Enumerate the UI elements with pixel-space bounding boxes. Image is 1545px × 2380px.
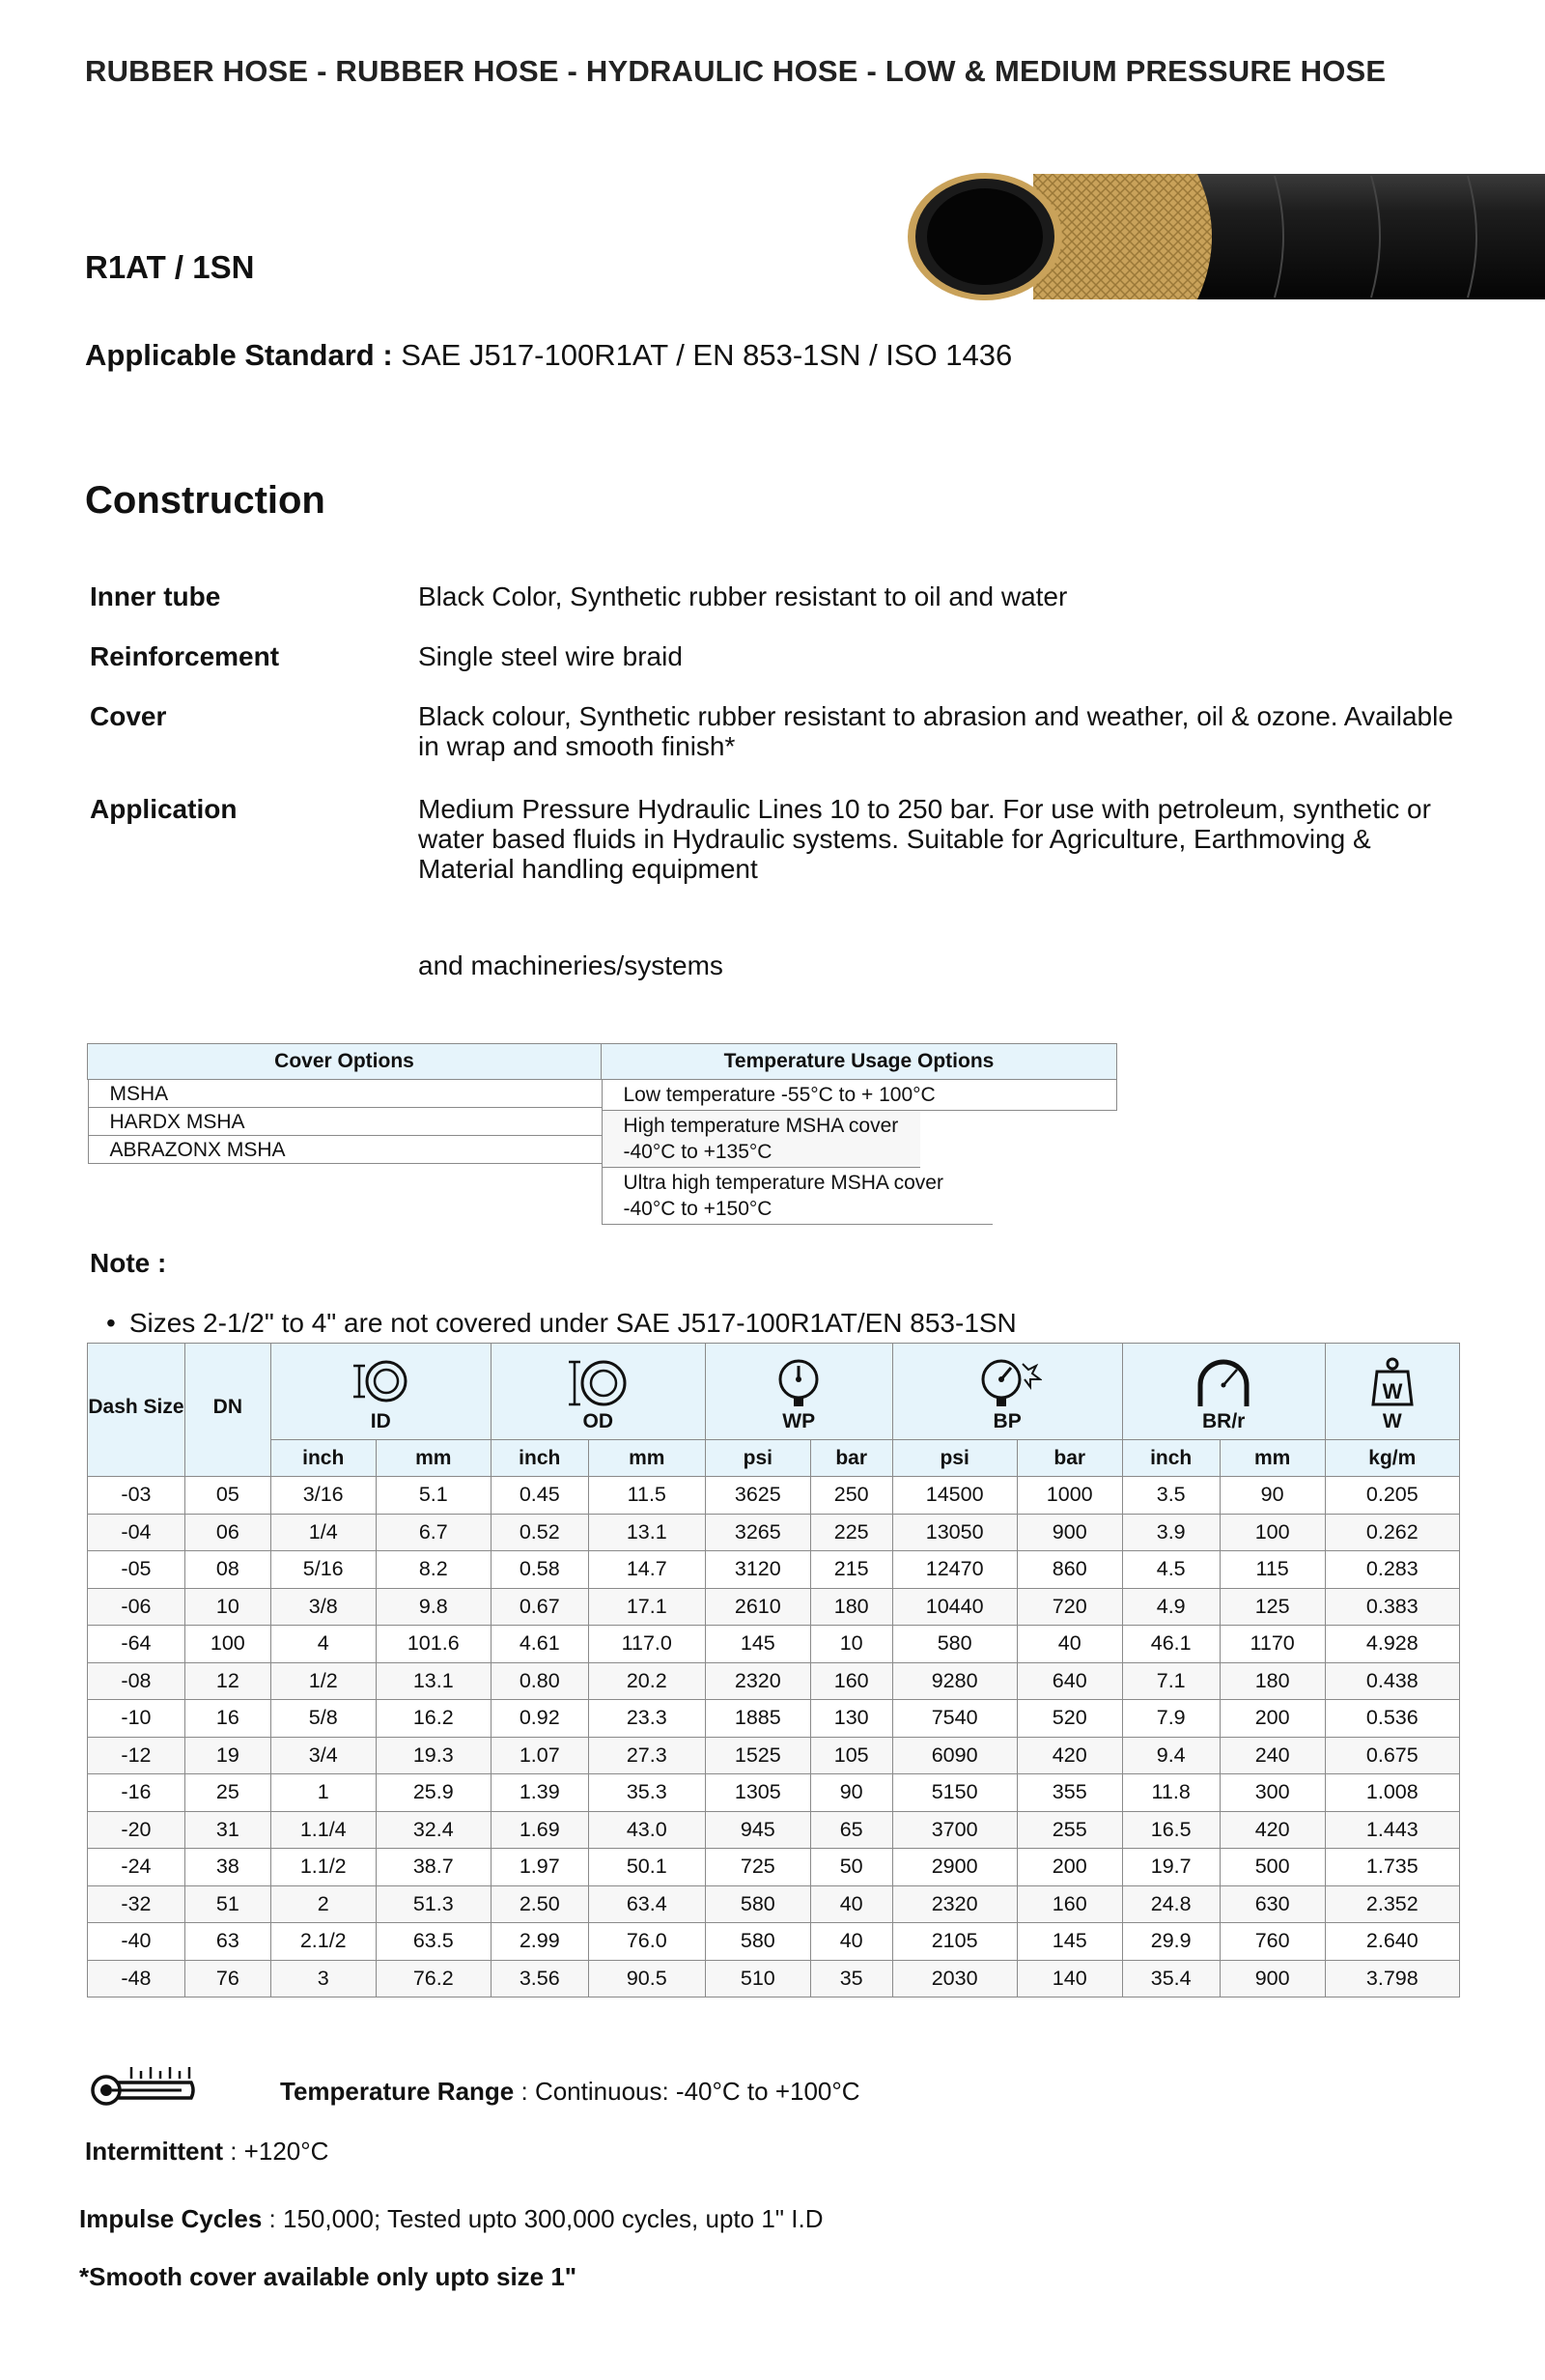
table-cell: 125 xyxy=(1220,1588,1325,1626)
table-cell: -48 xyxy=(88,1960,185,1998)
smooth-cover-note: *Smooth cover available only upto size 1" xyxy=(79,2262,577,2291)
table-cell: 0.92 xyxy=(491,1700,588,1738)
table-cell: -05 xyxy=(88,1551,185,1589)
table-cell: 3.798 xyxy=(1325,1960,1459,1998)
table-cell: 10 xyxy=(184,1588,270,1626)
page-title: RUBBER HOSE - RUBBER HOSE - HYDRAULIC HOSE - LOW & MEDIUM PRESSURE HOSE xyxy=(85,54,1387,88)
table-cell: 32.4 xyxy=(376,1811,491,1849)
unit-header: inch xyxy=(1122,1440,1220,1477)
construction-value: Medium Pressure Hydraulic Lines 10 to 250 bar. For use with petroleum, synthetic or water based fluids in Hydraulic systems. Suitable for Agriculture, Earthmoving & Material handling equipment xyxy=(418,794,1431,884)
table-cell: 3/4 xyxy=(270,1737,376,1774)
table-cell: 0.283 xyxy=(1325,1551,1459,1589)
table-cell: 46.1 xyxy=(1122,1626,1220,1663)
table-cell: 900 xyxy=(1220,1960,1325,1998)
table-cell: 1.07 xyxy=(491,1737,588,1774)
table-cell: 5/16 xyxy=(270,1551,376,1589)
table-cell: 9.4 xyxy=(1122,1737,1220,1774)
standard-value: SAE J517-100R1AT / EN 853-1SN / ISO 1436 xyxy=(401,338,1013,372)
table-cell: 24.8 xyxy=(1122,1885,1220,1923)
product-code: R1AT / 1SN xyxy=(85,249,255,285)
table-cell: 2900 xyxy=(892,1849,1017,1886)
table-cell: -04 xyxy=(88,1514,185,1551)
table-cell: -08 xyxy=(88,1662,185,1700)
impulse-cycles-label: Impulse Cycles xyxy=(79,2204,263,2233)
table-cell: 1 xyxy=(270,1774,376,1812)
table-cell: 130 xyxy=(810,1700,892,1738)
temperature-option: Ultra high temperature MSHA cover -40°C to +150°C xyxy=(602,1168,993,1225)
table-cell: 3120 xyxy=(705,1551,810,1589)
table-cell: 0.383 xyxy=(1325,1588,1459,1626)
header-wp xyxy=(705,1344,892,1440)
table-cell: 90 xyxy=(1220,1477,1325,1515)
cover-option: ABRAZONX MSHA xyxy=(88,1136,602,1164)
table-row xyxy=(88,1774,1460,1812)
table-cell: 180 xyxy=(1220,1662,1325,1700)
table-cell: 160 xyxy=(810,1662,892,1700)
table-cell: 76.2 xyxy=(376,1960,491,1998)
table-cell: 105 xyxy=(810,1737,892,1774)
temperature-option: High temperature MSHA cover -40°C to +135°C xyxy=(602,1111,920,1168)
header-dash-size: Dash Size xyxy=(88,1344,185,1477)
table-cell: 1.69 xyxy=(491,1811,588,1849)
table-cell: 63 xyxy=(184,1923,270,1961)
table-cell: 3.56 xyxy=(491,1960,588,1998)
svg-text:W: W xyxy=(1382,1379,1403,1403)
impulse-cycles xyxy=(79,2204,823,2234)
table-cell: 3/16 xyxy=(270,1477,376,1515)
table-cell: 1.443 xyxy=(1325,1811,1459,1849)
table-cell: 117.0 xyxy=(588,1626,705,1663)
intermittent-value: : +120°C xyxy=(230,2137,329,2166)
table-cell: 51 xyxy=(184,1885,270,1923)
intermittent-label: Intermittent xyxy=(85,2137,223,2166)
table-row xyxy=(88,1588,1460,1626)
table-cell: 3 xyxy=(270,1960,376,1998)
table-cell: 10440 xyxy=(892,1588,1017,1626)
od-diameter-icon xyxy=(565,1358,631,1408)
table-row xyxy=(88,1626,1460,1663)
table-cell: 1525 xyxy=(705,1737,810,1774)
table-cell: 11.5 xyxy=(588,1477,705,1515)
table-cell: 0.52 xyxy=(491,1514,588,1551)
table-row xyxy=(88,1885,1460,1923)
table-cell: 860 xyxy=(1017,1551,1122,1589)
temperature-options-cell xyxy=(602,1080,1117,1226)
table-cell: 580 xyxy=(892,1626,1017,1663)
table-cell: 2320 xyxy=(705,1662,810,1700)
table-cell: 2105 xyxy=(892,1923,1017,1961)
table-cell: 1.735 xyxy=(1325,1849,1459,1886)
table-cell: 05 xyxy=(184,1477,270,1515)
header-br-label: BR/r xyxy=(1202,1410,1246,1432)
temperature-option: Low temperature -55°C to + 100°C xyxy=(602,1080,1117,1111)
table-row xyxy=(88,1923,1460,1961)
table-cell: 16 xyxy=(184,1700,270,1738)
table-cell: 5/8 xyxy=(270,1700,376,1738)
header-id-label: ID xyxy=(370,1410,391,1432)
table-row xyxy=(88,1477,1460,1515)
table-cell: -32 xyxy=(88,1885,185,1923)
table-cell: 1885 xyxy=(705,1700,810,1738)
table-cell: 3700 xyxy=(892,1811,1017,1849)
table-cell: 17.1 xyxy=(588,1588,705,1626)
header-wp-label: WP xyxy=(782,1410,816,1432)
table-cell: -16 xyxy=(88,1774,185,1812)
table-cell: 13.1 xyxy=(376,1662,491,1700)
table-cell: 640 xyxy=(1017,1662,1122,1700)
header-w-label: W xyxy=(1382,1410,1402,1432)
table-cell: 2.50 xyxy=(491,1885,588,1923)
table-cell: 0.58 xyxy=(491,1551,588,1589)
table-cell: 40 xyxy=(810,1923,892,1961)
temperature-range-value: : Continuous: -40°C to +100°C xyxy=(520,2077,860,2106)
table-row xyxy=(88,1811,1460,1849)
table-cell: 35 xyxy=(810,1960,892,1998)
table-cell: 0.675 xyxy=(1325,1737,1459,1774)
table-row xyxy=(88,1960,1460,1998)
cover-options-header: Cover Options xyxy=(88,1044,602,1080)
table-cell: 3265 xyxy=(705,1514,810,1551)
table-cell: 420 xyxy=(1017,1737,1122,1774)
construction-label: Application xyxy=(90,794,238,824)
unit-header: mm xyxy=(376,1440,491,1477)
table-cell: 25 xyxy=(184,1774,270,1812)
spec-table-body xyxy=(88,1477,1460,1998)
unit-header: psi xyxy=(892,1440,1017,1477)
hose-product-image xyxy=(908,164,1545,309)
table-cell: 1/4 xyxy=(270,1514,376,1551)
table-cell: 90.5 xyxy=(588,1960,705,1998)
table-cell: -06 xyxy=(88,1588,185,1626)
cover-option: HARDX MSHA xyxy=(88,1108,602,1136)
table-cell: 580 xyxy=(705,1885,810,1923)
table-cell: 13.1 xyxy=(588,1514,705,1551)
table-cell: 08 xyxy=(184,1551,270,1589)
table-cell: 300 xyxy=(1220,1774,1325,1812)
construction-value: Single steel wire braid xyxy=(418,641,683,671)
table-cell: 16.5 xyxy=(1122,1811,1220,1849)
table-cell: 7540 xyxy=(892,1700,1017,1738)
table-cell: 1.97 xyxy=(491,1849,588,1886)
table-cell: 4.61 xyxy=(491,1626,588,1663)
table-cell: 2.99 xyxy=(491,1923,588,1961)
table-cell: 11.8 xyxy=(1122,1774,1220,1812)
table-row xyxy=(88,1551,1460,1589)
header-bp-label: BP xyxy=(993,1410,1022,1432)
construction-label: Cover xyxy=(90,701,167,731)
table-cell: 2030 xyxy=(892,1960,1017,1998)
table-cell: 140 xyxy=(1017,1960,1122,1998)
table-cell: -03 xyxy=(88,1477,185,1515)
table-cell: 250 xyxy=(810,1477,892,1515)
construction-row-application xyxy=(90,794,1471,884)
table-cell: 420 xyxy=(1220,1811,1325,1849)
temperature-options-header: Temperature Usage Options xyxy=(602,1044,1117,1080)
table-cell: 100 xyxy=(184,1626,270,1663)
unit-header: inch xyxy=(491,1440,588,1477)
note-label: Note : xyxy=(90,1248,167,1278)
table-cell: 27.3 xyxy=(588,1737,705,1774)
table-cell: 65 xyxy=(810,1811,892,1849)
header-dn: DN xyxy=(184,1344,270,1477)
cover-options-cell xyxy=(88,1080,602,1226)
table-cell: 0.80 xyxy=(491,1662,588,1700)
construction-value: Black Color, Synthetic rubber resistant to oil and water xyxy=(418,581,1068,611)
pressure-gauge-icon xyxy=(773,1358,824,1408)
table-cell: 20.2 xyxy=(588,1662,705,1700)
table-row xyxy=(88,1849,1460,1886)
table-cell: 4.5 xyxy=(1122,1551,1220,1589)
table-cell: 945 xyxy=(705,1811,810,1849)
table-cell: 76.0 xyxy=(588,1923,705,1961)
table-cell: 3/8 xyxy=(270,1588,376,1626)
table-cell: 6090 xyxy=(892,1737,1017,1774)
table-row xyxy=(88,1700,1460,1738)
options-table xyxy=(87,1043,1117,1225)
table-row xyxy=(88,1514,1460,1551)
table-cell: 50.1 xyxy=(588,1849,705,1886)
table-cell: 0.536 xyxy=(1325,1700,1459,1738)
table-cell: 0.262 xyxy=(1325,1514,1459,1551)
unit-header: mm xyxy=(1220,1440,1325,1477)
table-cell: 115 xyxy=(1220,1551,1325,1589)
construction-list xyxy=(90,581,1471,884)
table-cell: 43.0 xyxy=(588,1811,705,1849)
table-cell: -12 xyxy=(88,1737,185,1774)
table-cell: 2320 xyxy=(892,1885,1017,1923)
construction-value: Black colour, Synthetic rubber resistant to abrasion and weather, oil & ozone. Available in wrap and smooth finish* xyxy=(418,701,1453,761)
table-cell: -10 xyxy=(88,1700,185,1738)
table-cell: 35.3 xyxy=(588,1774,705,1812)
table-cell: 1.1/2 xyxy=(270,1849,376,1886)
table-cell: 100 xyxy=(1220,1514,1325,1551)
table-cell: 580 xyxy=(705,1923,810,1961)
table-cell: 8.2 xyxy=(376,1551,491,1589)
table-cell: 900 xyxy=(1017,1514,1122,1551)
spec-table xyxy=(87,1343,1460,1998)
unit-header: bar xyxy=(1017,1440,1122,1477)
construction-heading: Construction xyxy=(85,479,325,522)
table-cell: 1/2 xyxy=(270,1662,376,1700)
table-cell: 10 xyxy=(810,1626,892,1663)
table-cell: 12 xyxy=(184,1662,270,1700)
table-cell: 145 xyxy=(705,1626,810,1663)
table-cell: 2.640 xyxy=(1325,1923,1459,1961)
table-cell: 63.5 xyxy=(376,1923,491,1961)
unit-header: kg/m xyxy=(1325,1440,1459,1477)
table-cell: 0.205 xyxy=(1325,1477,1459,1515)
construction-row-reinforcement xyxy=(90,641,1471,671)
table-cell: 3625 xyxy=(705,1477,810,1515)
table-cell: 215 xyxy=(810,1551,892,1589)
table-cell: 76 xyxy=(184,1960,270,1998)
table-cell: 2 xyxy=(270,1885,376,1923)
table-cell: 760 xyxy=(1220,1923,1325,1961)
table-cell: 29.9 xyxy=(1122,1923,1220,1961)
table-cell: 1.008 xyxy=(1325,1774,1459,1812)
unit-header: psi xyxy=(705,1440,810,1477)
construction-extra: and machineries/systems xyxy=(418,950,723,980)
table-cell: 180 xyxy=(810,1588,892,1626)
table-cell: 200 xyxy=(1220,1700,1325,1738)
table-cell: 355 xyxy=(1017,1774,1122,1812)
table-cell: 1.1/4 xyxy=(270,1811,376,1849)
header-bp xyxy=(892,1344,1122,1440)
table-cell: 2610 xyxy=(705,1588,810,1626)
table-cell: 720 xyxy=(1017,1588,1122,1626)
table-cell: -24 xyxy=(88,1849,185,1886)
table-cell: 160 xyxy=(1017,1885,1122,1923)
table-cell: 2.352 xyxy=(1325,1885,1459,1923)
table-cell: 14.7 xyxy=(588,1551,705,1589)
table-cell: 2.1/2 xyxy=(270,1923,376,1961)
temperature-range xyxy=(280,2077,860,2107)
table-cell: 35.4 xyxy=(1122,1960,1220,1998)
table-cell: 500 xyxy=(1220,1849,1325,1886)
standard-label: Applicable Standard : xyxy=(85,338,393,372)
table-cell: 31 xyxy=(184,1811,270,1849)
construction-label: Inner tube xyxy=(90,581,221,611)
table-cell: 200 xyxy=(1017,1849,1122,1886)
table-cell: 38 xyxy=(184,1849,270,1886)
construction-label: Reinforcement xyxy=(90,641,280,671)
table-cell: 40 xyxy=(1017,1626,1122,1663)
table-cell: 5150 xyxy=(892,1774,1017,1812)
table-cell: 0.438 xyxy=(1325,1662,1459,1700)
table-cell: 7.1 xyxy=(1122,1662,1220,1700)
unit-header: bar xyxy=(810,1440,892,1477)
weight-icon xyxy=(1369,1356,1416,1408)
applicable-standard xyxy=(85,338,1012,373)
table-cell: 6.7 xyxy=(376,1514,491,1551)
table-cell: 13050 xyxy=(892,1514,1017,1551)
thermometer-icon xyxy=(89,2063,197,2110)
burst-gauge-icon xyxy=(972,1358,1042,1408)
table-cell: 0.67 xyxy=(491,1588,588,1626)
table-cell: 63.4 xyxy=(588,1885,705,1923)
table-cell: 510 xyxy=(705,1960,810,1998)
header-od-label: OD xyxy=(582,1410,614,1432)
table-cell: 51.3 xyxy=(376,1885,491,1923)
table-cell: 240 xyxy=(1220,1737,1325,1774)
id-diameter-icon xyxy=(348,1358,413,1408)
table-cell: 23.3 xyxy=(588,1700,705,1738)
table-cell: 145 xyxy=(1017,1923,1122,1961)
cover-option: MSHA xyxy=(88,1080,602,1108)
header-br xyxy=(1122,1344,1325,1440)
table-cell: 40 xyxy=(810,1885,892,1923)
table-cell: -20 xyxy=(88,1811,185,1849)
construction-row-inner-tube xyxy=(90,581,1471,611)
construction-row-cover xyxy=(90,701,1471,761)
bend-radius-icon xyxy=(1189,1358,1258,1408)
table-cell: 16.2 xyxy=(376,1700,491,1738)
table-cell: 19.7 xyxy=(1122,1849,1220,1886)
table-cell: 9280 xyxy=(892,1662,1017,1700)
table-cell: 12470 xyxy=(892,1551,1017,1589)
table-cell: 630 xyxy=(1220,1885,1325,1923)
table-cell: 101.6 xyxy=(376,1626,491,1663)
table-cell: 38.7 xyxy=(376,1849,491,1886)
table-row xyxy=(88,1737,1460,1774)
table-cell: 1305 xyxy=(705,1774,810,1812)
table-cell: 19 xyxy=(184,1737,270,1774)
note-item: • Sizes 2-1/2" to 4" are not covered under SAE J517-100R1AT/EN 853-1SN xyxy=(106,1308,1017,1339)
table-cell: 4.928 xyxy=(1325,1626,1459,1663)
table-cell: -64 xyxy=(88,1626,185,1663)
table-cell: 4 xyxy=(270,1626,376,1663)
table-cell: 255 xyxy=(1017,1811,1122,1849)
intermittent xyxy=(85,2137,328,2167)
unit-header: inch xyxy=(270,1440,376,1477)
table-cell: 4.9 xyxy=(1122,1588,1220,1626)
table-cell: 50 xyxy=(810,1849,892,1886)
table-cell: 5.1 xyxy=(376,1477,491,1515)
header-od xyxy=(491,1344,705,1440)
header-w xyxy=(1325,1344,1459,1440)
impulse-cycles-value: : 150,000; Tested upto 300,000 cycles, upto 1" I.D xyxy=(268,2204,824,2233)
table-cell: 0.45 xyxy=(491,1477,588,1515)
table-cell: 14500 xyxy=(892,1477,1017,1515)
table-cell: 1000 xyxy=(1017,1477,1122,1515)
table-cell: 7.9 xyxy=(1122,1700,1220,1738)
table-cell: 06 xyxy=(184,1514,270,1551)
header-id xyxy=(270,1344,491,1440)
table-cell: 25.9 xyxy=(376,1774,491,1812)
unit-header: mm xyxy=(588,1440,705,1477)
table-cell: 3.9 xyxy=(1122,1514,1220,1551)
table-cell: 19.3 xyxy=(376,1737,491,1774)
table-cell: 725 xyxy=(705,1849,810,1886)
table-cell: 225 xyxy=(810,1514,892,1551)
table-row xyxy=(88,1662,1460,1700)
table-cell: 1170 xyxy=(1220,1626,1325,1663)
table-cell: 3.5 xyxy=(1122,1477,1220,1515)
table-cell: 1.39 xyxy=(491,1774,588,1812)
temperature-range-label: Temperature Range xyxy=(280,2077,515,2106)
table-cell: 9.8 xyxy=(376,1588,491,1626)
table-cell: 90 xyxy=(810,1774,892,1812)
table-cell: 520 xyxy=(1017,1700,1122,1738)
table-cell: -40 xyxy=(88,1923,185,1961)
